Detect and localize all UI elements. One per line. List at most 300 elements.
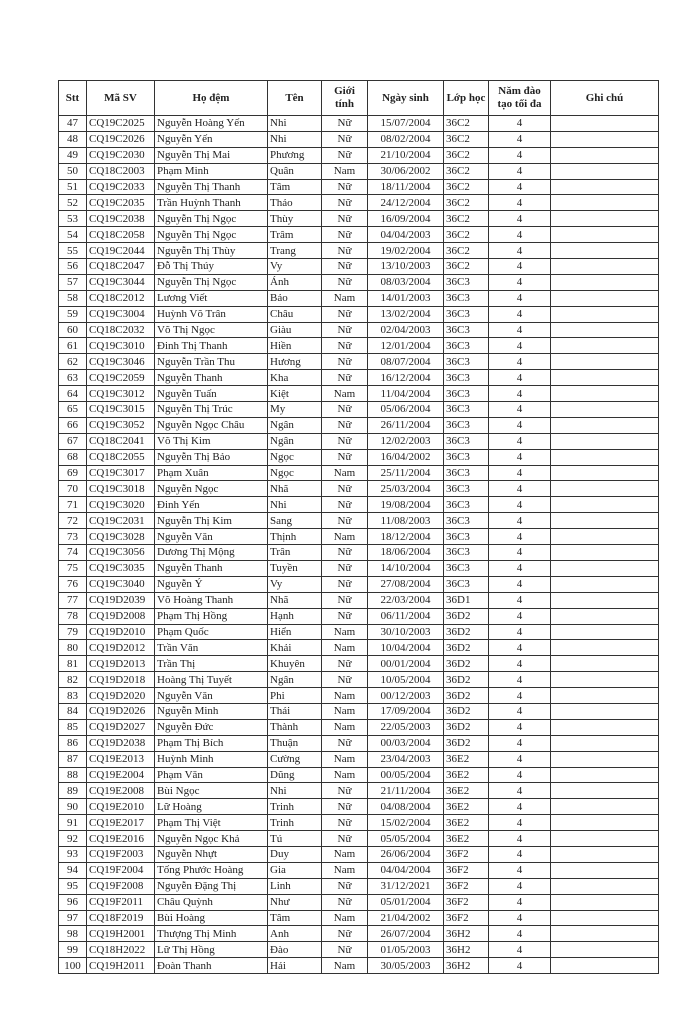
cell-class: 36D2 bbox=[444, 656, 489, 672]
cell-max-years: 4 bbox=[489, 719, 551, 735]
cell-stt: 100 bbox=[59, 958, 87, 974]
cell-birth-date: 10/05/2004 bbox=[368, 672, 444, 688]
cell-notes bbox=[551, 640, 659, 656]
cell-notes bbox=[551, 465, 659, 481]
cell-last-middle-name: Nguyễn Nhựt bbox=[155, 846, 268, 862]
cell-max-years: 4 bbox=[489, 211, 551, 227]
table-row bbox=[59, 402, 659, 418]
cell-gender: Nữ bbox=[322, 656, 368, 672]
cell-last-middle-name: Nguyễn Đặng Thị bbox=[155, 878, 268, 894]
table-row bbox=[59, 846, 659, 862]
cell-student-id: CQ19C3040 bbox=[87, 576, 155, 592]
header-stt: Stt bbox=[59, 81, 87, 116]
cell-notes bbox=[551, 433, 659, 449]
cell-student-id: CQ19H2001 bbox=[87, 926, 155, 942]
cell-first-name: Vy bbox=[268, 576, 322, 592]
cell-student-id: CQ19D2012 bbox=[87, 640, 155, 656]
cell-last-middle-name: Nguyễn Văn bbox=[155, 529, 268, 545]
cell-stt: 82 bbox=[59, 672, 87, 688]
cell-stt: 72 bbox=[59, 513, 87, 529]
cell-gender: Nữ bbox=[322, 195, 368, 211]
cell-gender: Nữ bbox=[322, 735, 368, 751]
cell-notes bbox=[551, 116, 659, 132]
cell-last-middle-name: Nguyễn Minh bbox=[155, 703, 268, 719]
cell-stt: 78 bbox=[59, 608, 87, 624]
cell-class: 36D2 bbox=[444, 688, 489, 704]
cell-last-middle-name: Bùi Ngọc bbox=[155, 783, 268, 799]
cell-stt: 62 bbox=[59, 354, 87, 370]
cell-stt: 64 bbox=[59, 386, 87, 402]
cell-notes bbox=[551, 735, 659, 751]
cell-first-name: Trinh bbox=[268, 799, 322, 815]
cell-class: 36F2 bbox=[444, 846, 489, 862]
cell-max-years: 4 bbox=[489, 831, 551, 847]
cell-student-id: CQ19D2018 bbox=[87, 672, 155, 688]
cell-gender: Nữ bbox=[322, 354, 368, 370]
cell-class: 36C2 bbox=[444, 243, 489, 259]
cell-notes bbox=[551, 958, 659, 974]
cell-first-name: Hạnh bbox=[268, 608, 322, 624]
table-body bbox=[59, 116, 659, 974]
cell-gender: Nam bbox=[322, 846, 368, 862]
cell-student-id: CQ18C2058 bbox=[87, 227, 155, 243]
cell-stt: 58 bbox=[59, 290, 87, 306]
cell-stt: 53 bbox=[59, 211, 87, 227]
cell-max-years: 4 bbox=[489, 195, 551, 211]
cell-birth-date: 18/06/2004 bbox=[368, 545, 444, 561]
cell-birth-date: 14/01/2003 bbox=[368, 290, 444, 306]
cell-class: 36D2 bbox=[444, 719, 489, 735]
cell-max-years: 4 bbox=[489, 688, 551, 704]
cell-notes bbox=[551, 179, 659, 195]
cell-last-middle-name: Nguyễn Thị Ngọc bbox=[155, 211, 268, 227]
cell-last-middle-name: Trần Thị bbox=[155, 656, 268, 672]
cell-first-name: Trân bbox=[268, 545, 322, 561]
cell-max-years: 4 bbox=[489, 131, 551, 147]
cell-class: 36C2 bbox=[444, 179, 489, 195]
cell-class: 36E2 bbox=[444, 831, 489, 847]
cell-birth-date: 10/04/2004 bbox=[368, 640, 444, 656]
table-row bbox=[59, 831, 659, 847]
cell-max-years: 4 bbox=[489, 783, 551, 799]
cell-max-years: 4 bbox=[489, 497, 551, 513]
cell-max-years: 4 bbox=[489, 402, 551, 418]
cell-last-middle-name: Tống Phước Hoàng bbox=[155, 862, 268, 878]
cell-first-name: Hải bbox=[268, 958, 322, 974]
cell-last-middle-name: Nguyễn Đức bbox=[155, 719, 268, 735]
cell-notes bbox=[551, 910, 659, 926]
table-row bbox=[59, 799, 659, 815]
cell-first-name: Tuyền bbox=[268, 560, 322, 576]
cell-notes bbox=[551, 417, 659, 433]
cell-notes bbox=[551, 545, 659, 561]
cell-stt: 87 bbox=[59, 751, 87, 767]
cell-last-middle-name: Dương Thị Mộng bbox=[155, 545, 268, 561]
cell-class: 36C3 bbox=[444, 402, 489, 418]
cell-notes bbox=[551, 131, 659, 147]
cell-notes bbox=[551, 688, 659, 704]
cell-notes bbox=[551, 894, 659, 910]
cell-first-name: Phi bbox=[268, 688, 322, 704]
cell-birth-date: 16/12/2004 bbox=[368, 370, 444, 386]
table-row bbox=[59, 243, 659, 259]
cell-birth-date: 06/11/2004 bbox=[368, 608, 444, 624]
cell-first-name: Trang bbox=[268, 243, 322, 259]
cell-max-years: 4 bbox=[489, 116, 551, 132]
table-row bbox=[59, 719, 659, 735]
cell-stt: 56 bbox=[59, 259, 87, 275]
cell-birth-date: 05/05/2004 bbox=[368, 831, 444, 847]
cell-class: 36C3 bbox=[444, 274, 489, 290]
cell-class: 36C2 bbox=[444, 259, 489, 275]
cell-stt: 71 bbox=[59, 497, 87, 513]
cell-notes bbox=[551, 878, 659, 894]
cell-student-id: CQ19D2026 bbox=[87, 703, 155, 719]
cell-birth-date: 02/04/2003 bbox=[368, 322, 444, 338]
table-row bbox=[59, 131, 659, 147]
cell-first-name: Châu bbox=[268, 306, 322, 322]
cell-stt: 68 bbox=[59, 449, 87, 465]
cell-first-name: Giàu bbox=[268, 322, 322, 338]
cell-student-id: CQ19E2016 bbox=[87, 831, 155, 847]
cell-stt: 70 bbox=[59, 481, 87, 497]
cell-last-middle-name: Nguyễn Thị Ngọc bbox=[155, 227, 268, 243]
cell-student-id: CQ19E2004 bbox=[87, 767, 155, 783]
cell-birth-date: 00/03/2004 bbox=[368, 735, 444, 751]
cell-stt: 77 bbox=[59, 592, 87, 608]
cell-max-years: 4 bbox=[489, 433, 551, 449]
cell-class: 36E2 bbox=[444, 751, 489, 767]
cell-gender: Nữ bbox=[322, 481, 368, 497]
cell-birth-date: 16/09/2004 bbox=[368, 211, 444, 227]
cell-stt: 83 bbox=[59, 688, 87, 704]
cell-student-id: CQ19C2038 bbox=[87, 211, 155, 227]
cell-stt: 63 bbox=[59, 370, 87, 386]
cell-gender: Nữ bbox=[322, 942, 368, 958]
table-row bbox=[59, 608, 659, 624]
table-row bbox=[59, 306, 659, 322]
cell-gender: Nam bbox=[322, 862, 368, 878]
cell-student-id: CQ19C3035 bbox=[87, 560, 155, 576]
cell-stt: 55 bbox=[59, 243, 87, 259]
cell-class: 36C2 bbox=[444, 131, 489, 147]
table-row bbox=[59, 433, 659, 449]
table-row bbox=[59, 195, 659, 211]
cell-class: 36E2 bbox=[444, 767, 489, 783]
cell-first-name: Nhã bbox=[268, 592, 322, 608]
cell-stt: 48 bbox=[59, 131, 87, 147]
cell-first-name: Ngọc bbox=[268, 465, 322, 481]
cell-class: 36C3 bbox=[444, 386, 489, 402]
cell-student-id: CQ18C2012 bbox=[87, 290, 155, 306]
cell-birth-date: 21/04/2002 bbox=[368, 910, 444, 926]
cell-last-middle-name: Nguyễn Thị Kim bbox=[155, 513, 268, 529]
cell-gender: Nữ bbox=[322, 116, 368, 132]
cell-student-id: CQ19C3018 bbox=[87, 481, 155, 497]
cell-stt: 89 bbox=[59, 783, 87, 799]
cell-gender: Nữ bbox=[322, 131, 368, 147]
cell-last-middle-name: Nguyễn Thị Bảo bbox=[155, 449, 268, 465]
cell-last-middle-name: Hoàng Thị Tuyết bbox=[155, 672, 268, 688]
cell-birth-date: 26/11/2004 bbox=[368, 417, 444, 433]
cell-notes bbox=[551, 322, 659, 338]
cell-notes bbox=[551, 703, 659, 719]
cell-gender: Nữ bbox=[322, 433, 368, 449]
cell-birth-date: 31/12/2021 bbox=[368, 878, 444, 894]
cell-class: 36D2 bbox=[444, 624, 489, 640]
cell-stt: 75 bbox=[59, 560, 87, 576]
cell-birth-date: 04/04/2003 bbox=[368, 227, 444, 243]
cell-max-years: 4 bbox=[489, 513, 551, 529]
cell-first-name: Thùy bbox=[268, 211, 322, 227]
cell-max-years: 4 bbox=[489, 846, 551, 862]
cell-notes bbox=[551, 338, 659, 354]
cell-class: 36C3 bbox=[444, 322, 489, 338]
cell-stt: 91 bbox=[59, 815, 87, 831]
cell-stt: 90 bbox=[59, 799, 87, 815]
cell-student-id: CQ19C3056 bbox=[87, 545, 155, 561]
cell-gender: Nam bbox=[322, 703, 368, 719]
cell-birth-date: 25/11/2004 bbox=[368, 465, 444, 481]
cell-student-id: CQ19C3017 bbox=[87, 465, 155, 481]
cell-stt: 65 bbox=[59, 402, 87, 418]
cell-birth-date: 19/08/2004 bbox=[368, 497, 444, 513]
cell-max-years: 4 bbox=[489, 592, 551, 608]
cell-gender: Nữ bbox=[322, 274, 368, 290]
cell-last-middle-name: Phạm Xuân bbox=[155, 465, 268, 481]
cell-gender: Nam bbox=[322, 465, 368, 481]
cell-student-id: CQ19E2013 bbox=[87, 751, 155, 767]
cell-gender: Nữ bbox=[322, 783, 368, 799]
cell-notes bbox=[551, 370, 659, 386]
cell-last-middle-name: Nguyễn Thị Thanh bbox=[155, 179, 268, 195]
cell-birth-date: 05/06/2004 bbox=[368, 402, 444, 418]
cell-class: 36D1 bbox=[444, 592, 489, 608]
cell-student-id: CQ19C2025 bbox=[87, 116, 155, 132]
cell-class: 36D2 bbox=[444, 672, 489, 688]
cell-first-name: Quân bbox=[268, 163, 322, 179]
cell-first-name: Hiển bbox=[268, 624, 322, 640]
cell-student-id: CQ19D2027 bbox=[87, 719, 155, 735]
cell-birth-date: 24/12/2004 bbox=[368, 195, 444, 211]
cell-max-years: 4 bbox=[489, 672, 551, 688]
cell-gender: Nữ bbox=[322, 322, 368, 338]
cell-stt: 80 bbox=[59, 640, 87, 656]
cell-first-name: Ánh bbox=[268, 274, 322, 290]
cell-max-years: 4 bbox=[489, 815, 551, 831]
cell-first-name: Hương bbox=[268, 354, 322, 370]
cell-first-name: Vy bbox=[268, 259, 322, 275]
cell-last-middle-name: Võ Thị Kim bbox=[155, 433, 268, 449]
cell-notes bbox=[551, 195, 659, 211]
cell-student-id: CQ19C3028 bbox=[87, 529, 155, 545]
cell-last-middle-name: Bùi Hoàng bbox=[155, 910, 268, 926]
table-row bbox=[59, 513, 659, 529]
cell-class: 36C3 bbox=[444, 354, 489, 370]
cell-notes bbox=[551, 402, 659, 418]
cell-first-name: Linh bbox=[268, 878, 322, 894]
cell-student-id: CQ19C3046 bbox=[87, 354, 155, 370]
cell-student-id: CQ19E2017 bbox=[87, 815, 155, 831]
cell-class: 36C3 bbox=[444, 370, 489, 386]
cell-birth-date: 00/12/2003 bbox=[368, 688, 444, 704]
cell-birth-date: 26/07/2004 bbox=[368, 926, 444, 942]
cell-student-id: CQ18C2003 bbox=[87, 163, 155, 179]
cell-stt: 97 bbox=[59, 910, 87, 926]
cell-gender: Nữ bbox=[322, 179, 368, 195]
cell-class: 36C2 bbox=[444, 195, 489, 211]
cell-max-years: 4 bbox=[489, 306, 551, 322]
cell-last-middle-name: Phạm Thị Hồng bbox=[155, 608, 268, 624]
cell-last-middle-name: Phạm Minh bbox=[155, 163, 268, 179]
cell-class: 36E2 bbox=[444, 815, 489, 831]
cell-max-years: 4 bbox=[489, 274, 551, 290]
cell-max-years: 4 bbox=[489, 640, 551, 656]
cell-notes bbox=[551, 274, 659, 290]
cell-gender: Nữ bbox=[322, 592, 368, 608]
cell-notes bbox=[551, 211, 659, 227]
cell-student-id: CQ19C2059 bbox=[87, 370, 155, 386]
table-header-row bbox=[59, 81, 659, 116]
cell-birth-date: 30/10/2003 bbox=[368, 624, 444, 640]
cell-birth-date: 01/05/2003 bbox=[368, 942, 444, 958]
cell-notes bbox=[551, 942, 659, 958]
cell-last-middle-name: Nguyễn Thị Mai bbox=[155, 147, 268, 163]
cell-last-middle-name: Phạm Thị Bích bbox=[155, 735, 268, 751]
cell-gender: Nữ bbox=[322, 243, 368, 259]
cell-class: 36C3 bbox=[444, 306, 489, 322]
cell-first-name: Dũng bbox=[268, 767, 322, 783]
cell-class: 36C2 bbox=[444, 116, 489, 132]
cell-max-years: 4 bbox=[489, 942, 551, 958]
cell-first-name: Khuyên bbox=[268, 656, 322, 672]
table-row bbox=[59, 624, 659, 640]
cell-gender: Nam bbox=[322, 163, 368, 179]
cell-max-years: 4 bbox=[489, 862, 551, 878]
cell-last-middle-name: Nguyễn Ngọc bbox=[155, 481, 268, 497]
student-table bbox=[58, 80, 659, 974]
cell-stt: 60 bbox=[59, 322, 87, 338]
cell-max-years: 4 bbox=[489, 735, 551, 751]
cell-birth-date: 08/02/2004 bbox=[368, 131, 444, 147]
cell-student-id: CQ19E2008 bbox=[87, 783, 155, 799]
cell-gender: Nam bbox=[322, 529, 368, 545]
cell-last-middle-name: Nguyễn Thanh bbox=[155, 560, 268, 576]
table-row bbox=[59, 338, 659, 354]
cell-notes bbox=[551, 831, 659, 847]
cell-stt: 51 bbox=[59, 179, 87, 195]
cell-last-middle-name: Nguyễn Văn bbox=[155, 688, 268, 704]
table-row bbox=[59, 147, 659, 163]
cell-max-years: 4 bbox=[489, 529, 551, 545]
cell-gender: Nữ bbox=[322, 815, 368, 831]
cell-first-name: Thịnh bbox=[268, 529, 322, 545]
cell-student-id: CQ19C2026 bbox=[87, 131, 155, 147]
cell-last-middle-name: Phạm Văn bbox=[155, 767, 268, 783]
cell-birth-date: 23/04/2003 bbox=[368, 751, 444, 767]
cell-max-years: 4 bbox=[489, 417, 551, 433]
table-row bbox=[59, 910, 659, 926]
cell-last-middle-name: Nguyễn Ngọc Khả bbox=[155, 831, 268, 847]
cell-max-years: 4 bbox=[489, 799, 551, 815]
cell-notes bbox=[551, 624, 659, 640]
cell-gender: Nam bbox=[322, 719, 368, 735]
cell-first-name: Như bbox=[268, 894, 322, 910]
cell-gender: Nữ bbox=[322, 306, 368, 322]
cell-max-years: 4 bbox=[489, 179, 551, 195]
cell-notes bbox=[551, 306, 659, 322]
table-row bbox=[59, 688, 659, 704]
cell-gender: Nữ bbox=[322, 211, 368, 227]
cell-gender: Nữ bbox=[322, 497, 368, 513]
cell-first-name: Ngân bbox=[268, 417, 322, 433]
cell-stt: 59 bbox=[59, 306, 87, 322]
cell-class: 36E2 bbox=[444, 799, 489, 815]
cell-gender: Nữ bbox=[322, 560, 368, 576]
cell-class: 36C3 bbox=[444, 433, 489, 449]
cell-first-name: Hiền bbox=[268, 338, 322, 354]
cell-max-years: 4 bbox=[489, 576, 551, 592]
cell-stt: 96 bbox=[59, 894, 87, 910]
table-row bbox=[59, 862, 659, 878]
cell-stt: 52 bbox=[59, 195, 87, 211]
cell-last-middle-name: Trần Văn bbox=[155, 640, 268, 656]
cell-first-name: Nhi bbox=[268, 497, 322, 513]
cell-stt: 85 bbox=[59, 719, 87, 735]
cell-stt: 50 bbox=[59, 163, 87, 179]
cell-birth-date: 14/10/2004 bbox=[368, 560, 444, 576]
cell-student-id: CQ19C3004 bbox=[87, 306, 155, 322]
cell-birth-date: 11/08/2003 bbox=[368, 513, 444, 529]
table-row bbox=[59, 417, 659, 433]
cell-last-middle-name: Võ Hoàng Thanh bbox=[155, 592, 268, 608]
cell-class: 36D2 bbox=[444, 703, 489, 719]
cell-birth-date: 19/02/2004 bbox=[368, 243, 444, 259]
cell-first-name: Tâm bbox=[268, 910, 322, 926]
cell-max-years: 4 bbox=[489, 767, 551, 783]
table-row bbox=[59, 465, 659, 481]
cell-notes bbox=[551, 751, 659, 767]
cell-birth-date: 00/05/2004 bbox=[368, 767, 444, 783]
cell-gender: Nam bbox=[322, 958, 368, 974]
cell-notes bbox=[551, 672, 659, 688]
cell-stt: 94 bbox=[59, 862, 87, 878]
cell-gender: Nữ bbox=[322, 147, 368, 163]
cell-birth-date: 25/03/2004 bbox=[368, 481, 444, 497]
cell-first-name: Duy bbox=[268, 846, 322, 862]
cell-gender: Nữ bbox=[322, 402, 368, 418]
cell-stt: 49 bbox=[59, 147, 87, 163]
table-row bbox=[59, 116, 659, 132]
cell-last-middle-name: Nguyễn Thị Ngọc bbox=[155, 274, 268, 290]
cell-max-years: 4 bbox=[489, 322, 551, 338]
cell-student-id: CQ19C2031 bbox=[87, 513, 155, 529]
table-row bbox=[59, 211, 659, 227]
cell-first-name: Kha bbox=[268, 370, 322, 386]
cell-notes bbox=[551, 147, 659, 163]
cell-notes bbox=[551, 354, 659, 370]
cell-gender: Nữ bbox=[322, 370, 368, 386]
cell-stt: 66 bbox=[59, 417, 87, 433]
cell-max-years: 4 bbox=[489, 656, 551, 672]
cell-stt: 81 bbox=[59, 656, 87, 672]
table-row bbox=[59, 259, 659, 275]
cell-last-middle-name: Nguyễn Hoàng Yến bbox=[155, 116, 268, 132]
cell-first-name: Anh bbox=[268, 926, 322, 942]
cell-student-id: CQ19D2008 bbox=[87, 608, 155, 624]
cell-last-middle-name: Nguyễn Thanh bbox=[155, 370, 268, 386]
cell-gender: Nữ bbox=[322, 894, 368, 910]
